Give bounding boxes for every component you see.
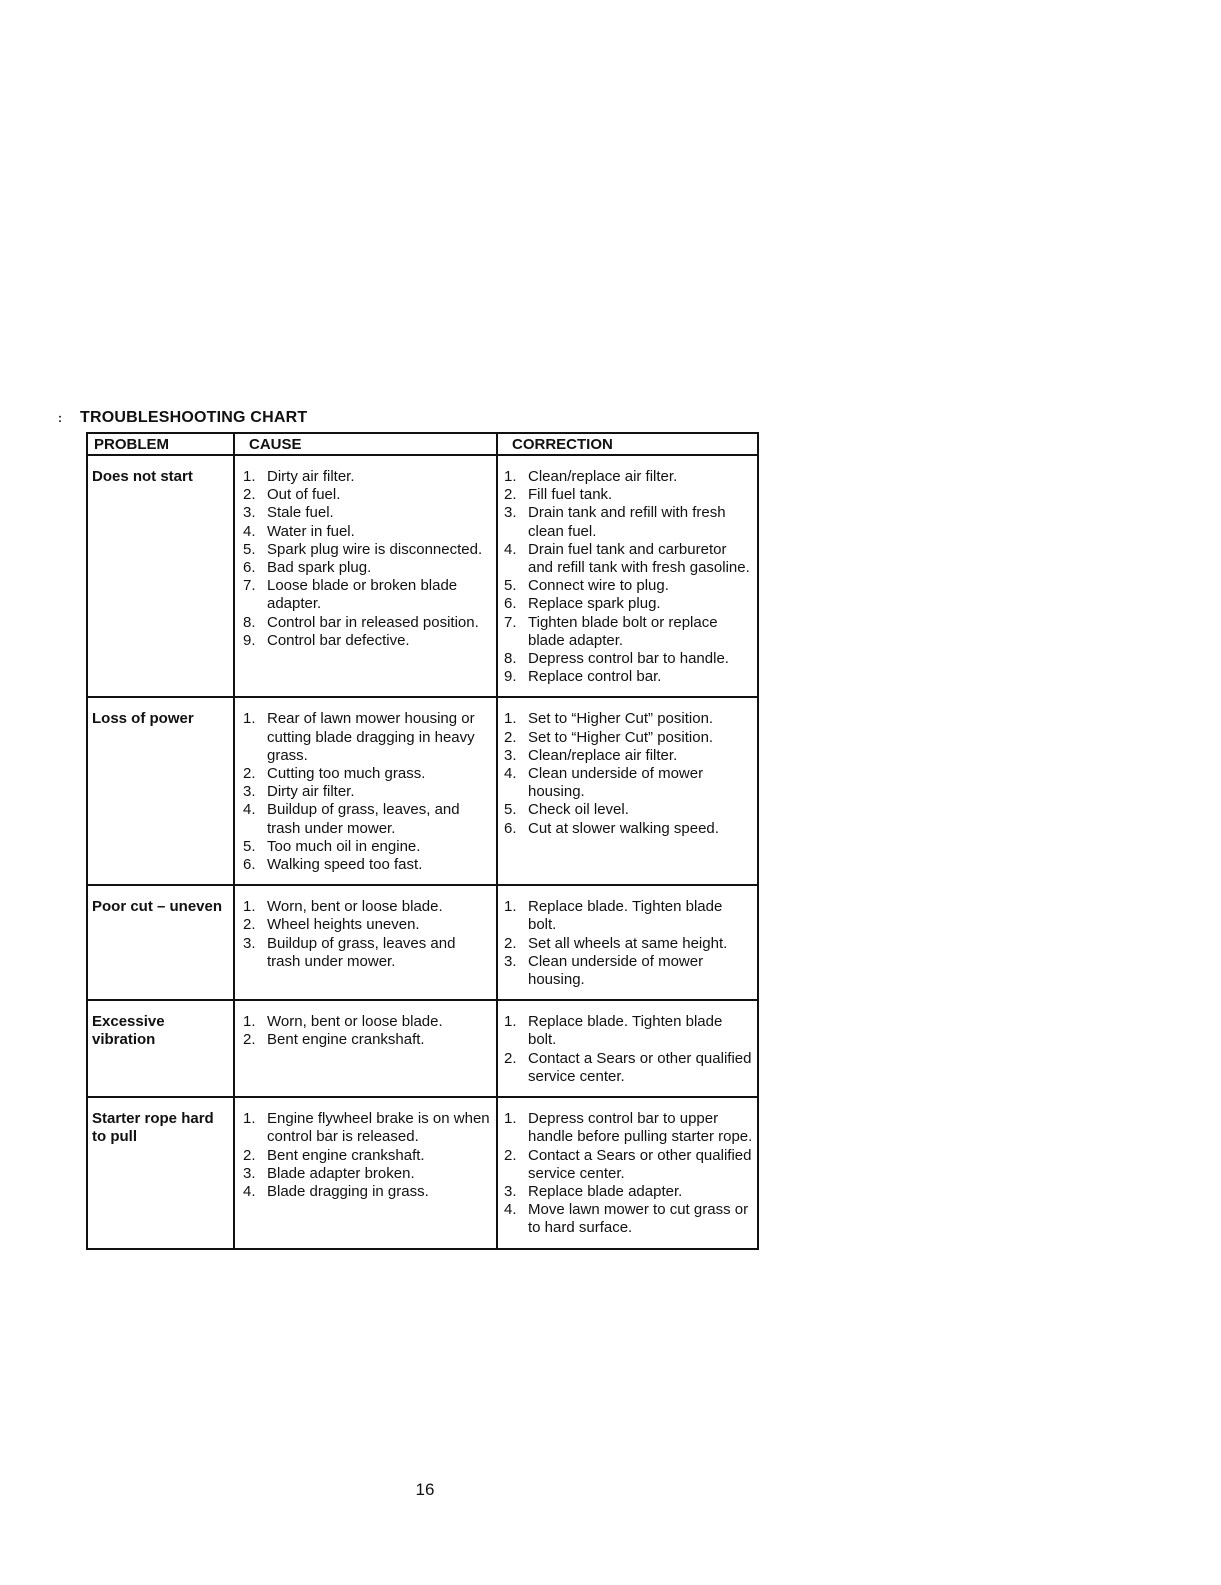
- cause-number: 2.: [243, 916, 256, 934]
- table-row: [87, 885, 758, 1000]
- title-mark: :: [58, 411, 63, 425]
- cause-cell: [234, 1000, 497, 1097]
- correction-number: 4.: [504, 540, 517, 558]
- correction-cell: [497, 1000, 758, 1097]
- cause-item: [239, 486, 492, 504]
- cause-item: [239, 1165, 492, 1183]
- correction-number: 3.: [504, 504, 517, 522]
- problem-cell: Poor cut – uneven: [87, 885, 234, 1000]
- cause-item: [239, 1110, 492, 1146]
- correction-list: [502, 468, 753, 686]
- cause-text: Wheel heights uneven.: [267, 916, 420, 934]
- cause-text: Control bar in released position.: [267, 613, 479, 631]
- header-correction: CORRECTION: [497, 433, 758, 455]
- cause-text: Walking speed too fast.: [267, 856, 423, 874]
- cause-text: Out of fuel.: [267, 486, 341, 504]
- correction-text: Depress control bar to upper handle before pulling starter rope.: [528, 1110, 753, 1146]
- table-body: [87, 455, 758, 1249]
- cause-text: Spark plug wire is disconnected.: [267, 540, 483, 558]
- cause-number: 6.: [243, 559, 256, 577]
- cause-cell: [234, 455, 497, 697]
- correction-number: 3.: [504, 746, 517, 764]
- correction-list: [502, 710, 753, 837]
- cause-text: Stale fuel.: [267, 504, 334, 522]
- correction-number: 2.: [504, 728, 517, 746]
- header-cause: CAUSE: [234, 433, 497, 455]
- correction-text: Replace blade. Tighten blade bolt.: [528, 898, 723, 934]
- problem-cell: Excessive vibration: [87, 1000, 234, 1097]
- correction-text: Set all wheels at same height.: [528, 934, 728, 952]
- chart-title-text: TROUBLESHOOTING CHART: [80, 409, 308, 426]
- cause-text: Bent engine crankshaft.: [267, 1031, 425, 1049]
- correction-item: [502, 729, 753, 747]
- cause-item: [239, 1031, 492, 1049]
- correction-number: 1.: [504, 1013, 517, 1031]
- cause-cell: [234, 697, 497, 885]
- correction-item: [502, 765, 753, 801]
- cause-item: [239, 468, 492, 486]
- cause-item: [239, 1183, 492, 1201]
- correction-text: Replace blade. Tighten blade bolt.: [528, 1013, 723, 1049]
- correction-item: [502, 747, 753, 765]
- correction-number: 1.: [504, 468, 517, 485]
- correction-item: [502, 650, 753, 668]
- correction-cell: [497, 455, 758, 697]
- cause-item: [239, 935, 492, 971]
- correction-text: Move lawn mower to cut grass or to hard surface.: [528, 1201, 749, 1237]
- cause-item: [239, 504, 492, 522]
- correction-item: [502, 468, 753, 486]
- cause-item: [239, 916, 492, 934]
- cause-text: Dirty air filter.: [267, 468, 355, 485]
- correction-number: 7.: [504, 613, 517, 631]
- cause-text: Bad spark plug.: [267, 559, 372, 577]
- correction-number: 2.: [504, 1146, 517, 1164]
- correction-number: 8.: [504, 650, 517, 668]
- correction-item: [502, 710, 753, 728]
- cause-item: [239, 559, 492, 577]
- correction-cell: [497, 697, 758, 885]
- cause-item: [239, 801, 492, 837]
- cause-number: 5.: [243, 837, 256, 855]
- cause-item: [239, 577, 492, 613]
- correction-item: [502, 1013, 753, 1049]
- cause-number: 2.: [243, 1146, 256, 1164]
- correction-text: Cut at slower walking speed.: [528, 819, 719, 837]
- correction-item: [502, 898, 753, 934]
- correction-number: 6.: [504, 819, 517, 837]
- correction-text: Replace spark plug.: [528, 595, 661, 613]
- correction-number: 2.: [504, 1049, 517, 1067]
- correction-item: [502, 577, 753, 595]
- cause-text: Too much oil in engine.: [267, 837, 421, 855]
- cause-text: Worn, bent or loose blade.: [267, 1013, 443, 1031]
- cause-text: Blade adapter broken.: [267, 1164, 415, 1182]
- cause-number: 6.: [243, 856, 256, 874]
- table-row: [87, 697, 758, 885]
- cause-item: [239, 838, 492, 856]
- correction-text: Set to “Higher Cut” position.: [528, 710, 714, 728]
- cause-list: [239, 468, 492, 650]
- page-number: 16: [415, 1480, 435, 1499]
- cause-number: 1.: [243, 468, 256, 485]
- table-header-row: [87, 433, 758, 455]
- correction-number: 6.: [504, 595, 517, 613]
- cause-text: Blade dragging in grass.: [267, 1182, 429, 1200]
- cause-cell: [234, 1097, 497, 1248]
- cause-text: Loose blade or broken blade adapter.: [267, 577, 458, 613]
- correction-list: [502, 1110, 753, 1237]
- cause-text: Cutting too much grass.: [267, 765, 426, 783]
- cause-number: 4.: [243, 801, 256, 819]
- problem-cell: Loss of power: [87, 697, 234, 885]
- cause-number: 4.: [243, 1182, 256, 1200]
- cause-number: 5.: [243, 540, 256, 558]
- correction-number: 3.: [504, 1182, 517, 1200]
- cause-item: [239, 541, 492, 559]
- correction-item: [502, 820, 753, 838]
- table-row: [87, 1097, 758, 1248]
- correction-list: [502, 1013, 753, 1086]
- cause-list: [239, 1013, 492, 1049]
- cause-list: [239, 710, 492, 874]
- table-row: [87, 455, 758, 697]
- cause-item: [239, 1147, 492, 1165]
- correction-number: 4.: [504, 1201, 517, 1219]
- correction-item: [502, 935, 753, 953]
- cause-number: 1.: [243, 710, 256, 728]
- correction-item: [502, 1183, 753, 1201]
- cause-list: [239, 1110, 492, 1201]
- correction-number: 5.: [504, 801, 517, 819]
- cause-number: 3.: [243, 934, 256, 952]
- correction-number: 2.: [504, 934, 517, 952]
- cause-number: 3.: [243, 1164, 256, 1182]
- correction-text: Check oil level.: [528, 801, 629, 819]
- correction-text: Drain fuel tank and carburetor and refill tank with fresh gasoline.: [528, 540, 750, 577]
- cause-item: [239, 898, 492, 916]
- cause-number: 9.: [243, 631, 256, 649]
- correction-number: 1.: [504, 898, 517, 916]
- cause-text: Bent engine crankshaft.: [267, 1146, 425, 1164]
- correction-item: [502, 614, 753, 650]
- correction-item: [502, 1110, 753, 1146]
- correction-item: [502, 504, 753, 540]
- cause-text: Engine flywheel brake is on when control bar is released.: [267, 1110, 490, 1146]
- correction-text: Depress control bar to handle.: [528, 650, 729, 668]
- correction-text: Tighten blade bolt or replace blade adapter.: [528, 613, 718, 649]
- correction-cell: [497, 885, 758, 1000]
- problem-cell: Does not start: [87, 455, 234, 697]
- chart-title: [58, 409, 308, 427]
- cause-number: 7.: [243, 577, 256, 595]
- cause-number: 1.: [243, 1110, 256, 1128]
- cause-number: 1.: [243, 898, 256, 916]
- cause-text: Buildup of grass, leaves, and trash under mower.: [267, 801, 460, 837]
- cause-number: 3.: [243, 504, 256, 522]
- cause-number: 2.: [243, 765, 256, 783]
- cause-number: 8.: [243, 613, 256, 631]
- cause-item: [239, 783, 492, 801]
- correction-text: Clean/replace air filter.: [528, 746, 678, 764]
- correction-item: [502, 801, 753, 819]
- cause-text: Buildup of grass, leaves and trash under mower.: [267, 934, 456, 970]
- correction-item: [502, 1147, 753, 1183]
- cause-text: Dirty air filter.: [267, 783, 355, 801]
- correction-text: Replace blade adapter.: [528, 1182, 683, 1200]
- correction-number: 1.: [504, 710, 517, 728]
- cause-text: Water in fuel.: [267, 522, 355, 540]
- cause-item: [239, 1013, 492, 1031]
- cause-item: [239, 710, 492, 765]
- problem-cell: Starter rope hard to pull: [87, 1097, 234, 1248]
- correction-number: 2.: [504, 486, 517, 504]
- correction-number: 9.: [504, 668, 517, 686]
- cause-cell: [234, 885, 497, 1000]
- correction-text: Drain tank and refill with fresh clean fuel.: [528, 504, 726, 540]
- cause-item: [239, 614, 492, 632]
- correction-list: [502, 898, 753, 989]
- correction-item: [502, 1050, 753, 1086]
- cause-list: [239, 898, 492, 971]
- correction-text: Clean underside of mower housing.: [528, 952, 704, 989]
- cause-number: 1.: [243, 1013, 256, 1031]
- correction-item: [502, 595, 753, 613]
- correction-item: [502, 668, 753, 686]
- correction-item: [502, 953, 753, 989]
- correction-text: Fill fuel tank.: [528, 486, 613, 504]
- cause-number: 2.: [243, 486, 256, 504]
- cause-number: 2.: [243, 1031, 256, 1049]
- cause-item: [239, 856, 492, 874]
- cause-text: Rear of lawn mower housing or cutting blade dragging in heavy grass.: [267, 710, 475, 764]
- correction-text: Clean/replace air filter.: [528, 468, 678, 485]
- correction-text: Set to “Higher Cut” position.: [528, 728, 714, 746]
- correction-number: 1.: [504, 1110, 517, 1128]
- correction-text: Connect wire to plug.: [528, 577, 669, 595]
- cause-item: [239, 632, 492, 650]
- cause-item: [239, 765, 492, 783]
- correction-text: Contact a Sears or other qualified service center.: [528, 1146, 752, 1182]
- correction-number: 3.: [504, 952, 517, 970]
- troubleshooting-table: [86, 432, 759, 1250]
- correction-item: [502, 486, 753, 504]
- correction-item: [502, 541, 753, 577]
- cause-text: Worn, bent or loose blade.: [267, 898, 443, 916]
- cause-number: 4.: [243, 522, 256, 540]
- correction-text: Contact a Sears or other qualified service center.: [528, 1049, 752, 1085]
- table-row: [87, 1000, 758, 1097]
- correction-number: 4.: [504, 765, 517, 783]
- correction-cell: [497, 1097, 758, 1248]
- cause-number: 3.: [243, 783, 256, 801]
- correction-text: Replace control bar.: [528, 668, 662, 686]
- correction-text: Clean underside of mower housing.: [528, 765, 704, 801]
- header-problem: PROBLEM: [87, 433, 234, 455]
- cause-item: [239, 523, 492, 541]
- cause-text: Control bar defective.: [267, 631, 410, 649]
- correction-item: [502, 1201, 753, 1237]
- correction-number: 5.: [504, 577, 517, 595]
